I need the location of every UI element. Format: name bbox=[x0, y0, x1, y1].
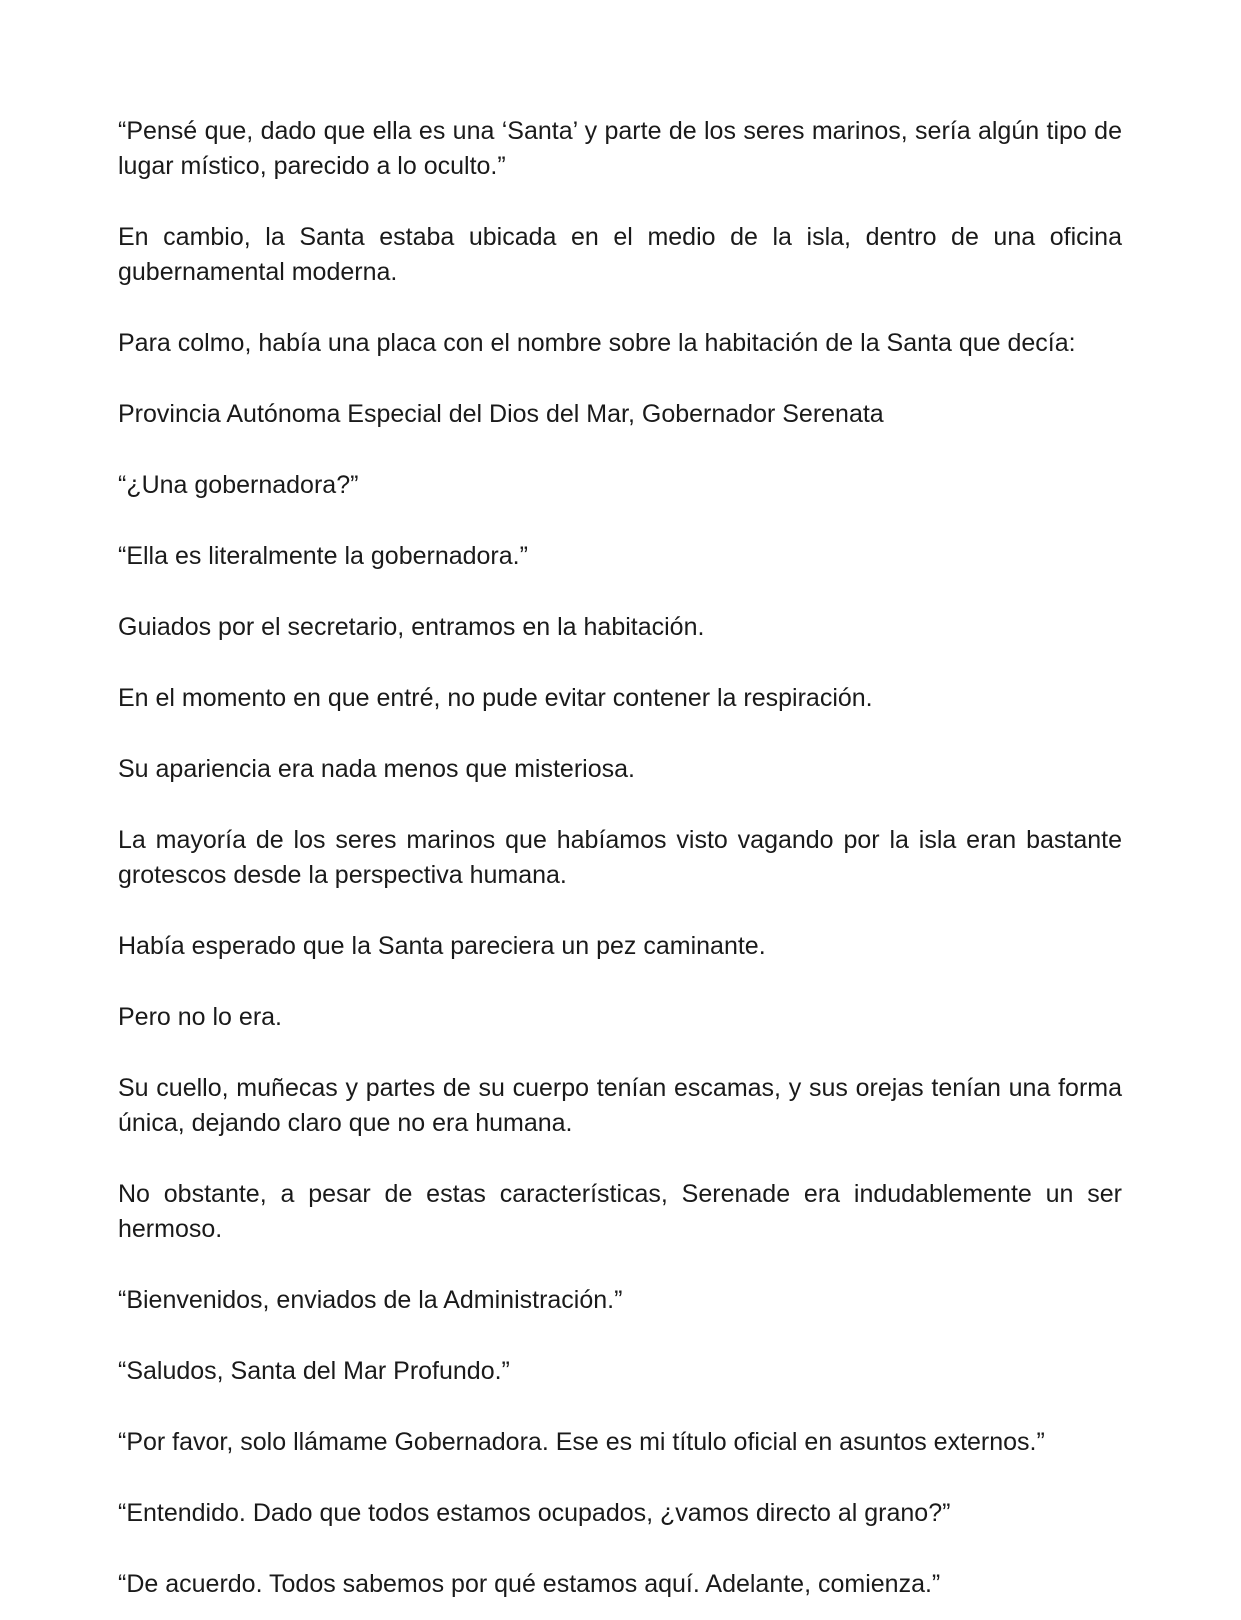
paragraph-7: Guiados por el secretario, entramos en la habitación. bbox=[118, 613, 705, 641]
paragraph-18: “Entendido. Dado que todos estamos ocupados, ¿vamos directo al grano?” bbox=[118, 1499, 951, 1527]
paragraph-11: Había esperado que la Santa pareciera un pez caminante. bbox=[118, 932, 766, 960]
paragraph-16: “Saludos, Santa del Mar Profundo.” bbox=[118, 1357, 510, 1385]
paragraph-12: Pero no lo era. bbox=[118, 1003, 282, 1031]
paragraph-2: En cambio, la Santa estaba ubicada en el medio de la isla, dentro de una oficina gubernamental moderna. bbox=[118, 223, 1122, 286]
paragraph-17: “Por favor, solo llámame Gobernadora. Ese es mi título oficial en asuntos externos.” bbox=[118, 1428, 1045, 1456]
document-body bbox=[118, 114, 1122, 1602]
paragraph-19: “De acuerdo. Todos sabemos por qué estamos aquí. Adelante, comienza.” bbox=[118, 1570, 941, 1598]
paragraph-6: “Ella es literalmente la gobernadora.” bbox=[118, 542, 528, 570]
paragraph-8: En el momento en que entré, no pude evitar contener la respiración. bbox=[118, 684, 873, 712]
paragraph-13: Su cuello, muñecas y partes de su cuerpo tenían escamas, y sus orejas tenían una forma única, dejando claro que no era humana. bbox=[118, 1074, 1122, 1137]
paragraph-1: “Pensé que, dado que ella es una ‘Santa’ y parte de los seres marinos, sería algún tipo de lugar místico, parecido a lo oculto.” bbox=[118, 117, 1122, 180]
paragraph-3: Para colmo, había una placa con el nombre sobre la habitación de la Santa que decía: bbox=[118, 329, 1076, 357]
paragraph-10: La mayoría de los seres marinos que habíamos visto vagando por la isla eran bastante grotescos desde la perspectiva humana. bbox=[118, 826, 1122, 889]
paragraph-9: Su apariencia era nada menos que misteriosa. bbox=[118, 755, 635, 783]
paragraph-4: Provincia Autónoma Especial del Dios del Mar, Gobernador Serenata bbox=[118, 400, 884, 428]
paragraph-15: “Bienvenidos, enviados de la Administración.” bbox=[118, 1286, 623, 1314]
paragraph-5: “¿Una gobernadora?” bbox=[118, 471, 359, 499]
paragraph-14: No obstante, a pesar de estas características, Serenade era indudablemente un ser hermoso. bbox=[118, 1180, 1122, 1243]
